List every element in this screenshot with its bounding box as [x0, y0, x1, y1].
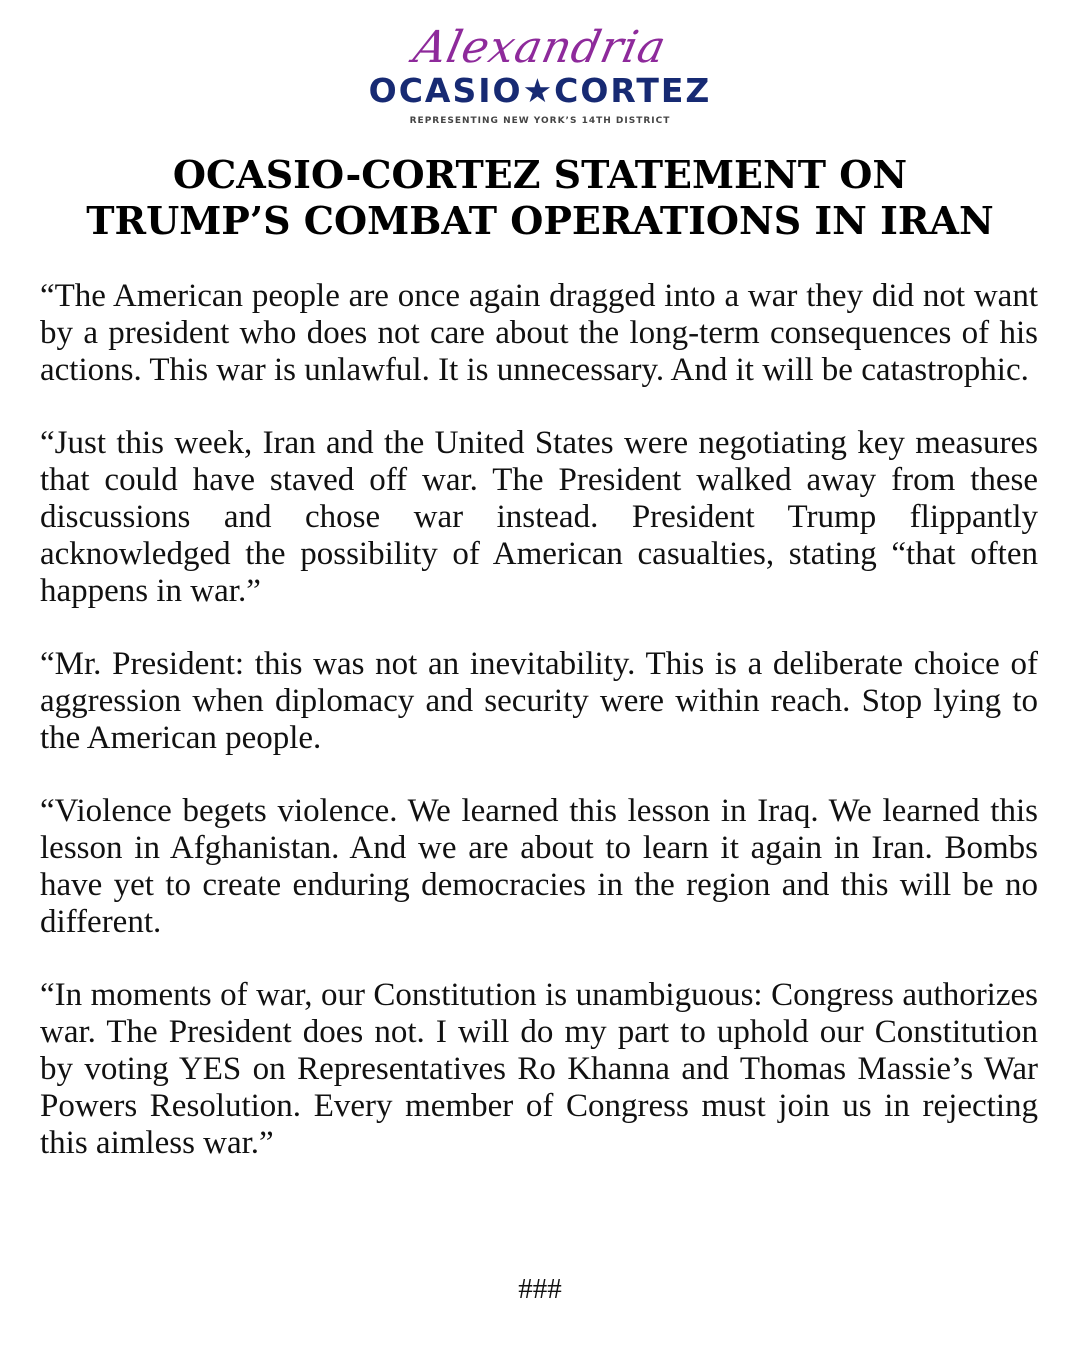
logo-script-name: Alexandria	[409, 22, 671, 73]
statement-paragraph-4: “Violence begets violence. We learned this lesson in Iraq. We learned this lesson in Afghanistan. And we are about to learn it again in Iran. Bombs have yet to create enduring democracies in the region and this will be no different.	[40, 793, 1038, 940]
campaign-logo	[0, 18, 1080, 128]
end-of-release-mark: ###	[518, 1273, 562, 1305]
statement-paragraph-2: “Just this week, Iran and the United States were negotiating key measures that could have staved off war. The President walked away from these discussions and chose war instead. President Trump flippantly acknowledged the possibility of American casualties, stating “that often happens in war.”	[40, 425, 1038, 609]
headline-line-1: OCASIO-CORTEZ STATEMENT ON	[172, 152, 908, 197]
statement-body	[40, 278, 1038, 1198]
logo-surname: OCASIO★CORTEZ	[368, 71, 712, 110]
statement-headline	[0, 152, 1080, 244]
statement-paragraph-5: “In moments of war, our Constitution is unambiguous: Congress authorizes war. The President does not. I will do my part to uphold our Constitution by voting YES on Representatives Ro Khanna and Thomas Massie’s War Powers Resolution. Every member of Congress must join us in rejecting this aimless war.”	[40, 977, 1038, 1161]
statement-paragraph-3: “Mr. President: this was not an inevitability. This is a deliberate choice of aggression when diplomacy and security were within reach. Stop lying to the American people.	[40, 646, 1038, 756]
logo-district-subtitle: REPRESENTING NEW YORK’S 14TH DISTRICT	[409, 116, 671, 126]
statement-paragraph-1: “The American people are once again dragged into a war they did not want by a president who does not care about the long-term consequences of his actions. This war is unlawful. It is unnecessary. And it will be catastrophic.	[40, 278, 1038, 388]
headline-line-2: TRUMP’S COMBAT OPERATIONS IN IRAN	[86, 198, 994, 243]
